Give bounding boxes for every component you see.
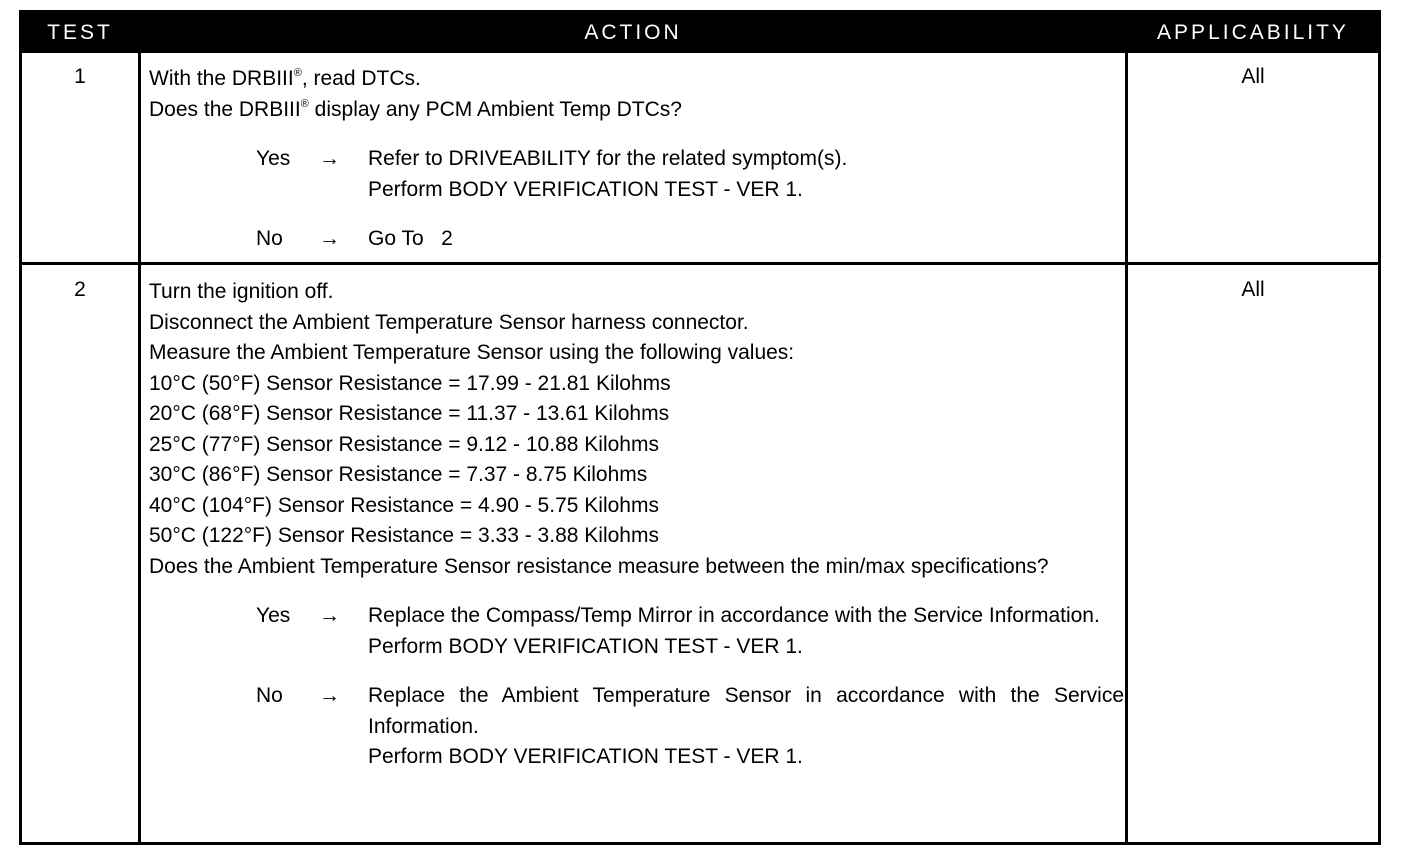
table-header <box>22 13 1378 53</box>
action-line: Does the DRBIII® display any PCM Ambient Temp DTCs? <box>149 97 682 121</box>
choice-result: Replace the Ambient Temperature Sensor in accordance with the Service Information. Perform BODY VERIFICATION TEST - VER 1. <box>368 684 1124 768</box>
choice-label-no: No <box>256 684 283 707</box>
action-question: Does the Ambient Temperature Sensor resistance measure between the min/max specifications? <box>149 554 1049 578</box>
row-divider <box>22 262 1378 265</box>
registered-mark: ® <box>293 67 302 79</box>
right-arrow-icon: → <box>319 684 340 707</box>
action-cell-1 <box>149 64 1124 255</box>
header-applicability: APPLICABILITY <box>1157 21 1349 44</box>
choice-label-yes: Yes <box>256 147 291 170</box>
choice-yes <box>149 601 1124 662</box>
column-divider <box>138 53 141 842</box>
applicability-1: All <box>1241 65 1265 88</box>
choice-no <box>149 681 1124 773</box>
right-arrow-icon: → <box>319 147 340 170</box>
diagnostic-test-table <box>19 10 1381 845</box>
choice-no <box>149 224 1124 255</box>
test-number-1: 1 <box>74 65 86 88</box>
header-test: TEST <box>47 21 113 44</box>
action-line: Turn the ignition off. <box>149 280 334 303</box>
action-line: 20°C (68°F) Sensor Resistance = 11.37 - 13.61 Kilohms <box>149 402 670 425</box>
header-action: ACTION <box>584 21 682 44</box>
action-line: Disconnect the Ambient Temperature Sensor harness connector. <box>149 310 749 334</box>
registered-mark: ® <box>300 97 309 110</box>
choice-yes <box>149 144 1124 205</box>
choice-label-no: No <box>256 227 283 250</box>
action-line: Measure the Ambient Temperature Sensor using the following values: <box>149 341 795 364</box>
choice-result: Refer to DRIVEABILITY for the related symptom(s). Perform BODY VERIFICATION TEST - VER 1. <box>368 147 848 201</box>
applicability-2: All <box>1241 278 1265 301</box>
column-divider <box>1125 53 1128 842</box>
action-line: 40°C (104°F) Sensor Resistance = 4.90 - 5.75 Kilohms <box>149 493 659 517</box>
choice-label-yes: Yes <box>256 604 291 627</box>
choice-result: Go To 2 <box>368 227 453 250</box>
action-line: 30°C (86°F) Sensor Resistance = 7.37 - 8.75 Kilohms <box>149 463 648 486</box>
action-line: 10°C (50°F) Sensor Resistance = 17.99 - 21.81 Kilohms <box>149 371 671 395</box>
action-line: 50°C (122°F) Sensor Resistance = 3.33 - 3.88 Kilohms <box>149 524 659 547</box>
action-line: 25°C (77°F) Sensor Resistance = 9.12 - 10.88 Kilohms <box>149 432 659 456</box>
test-number-2: 2 <box>74 278 86 301</box>
choice-result: Replace the Compass/Temp Mirror in accordance with the Service Information. Perform BODY VERIFICATION TEST - VER 1. <box>368 604 1100 658</box>
right-arrow-icon: → <box>319 227 340 250</box>
right-arrow-icon: → <box>319 604 340 627</box>
action-line: With the DRBIII®, read DTCs. <box>149 67 421 90</box>
action-cell-2 <box>149 277 1124 773</box>
